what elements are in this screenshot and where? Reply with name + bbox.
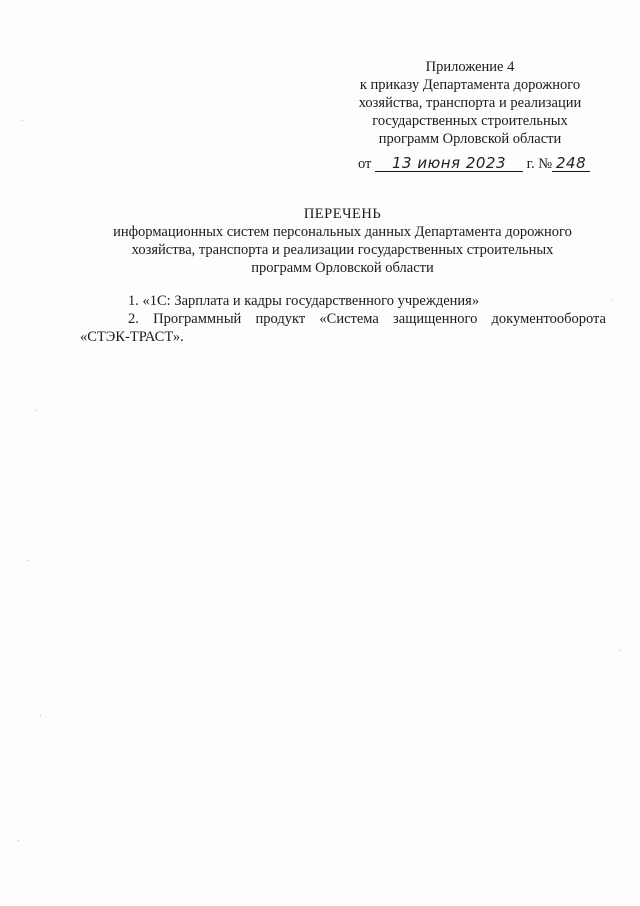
heading-subtitle-line: хозяйства, транспорта и реализации государственных строительных [131, 242, 554, 258]
appendix-line: государственных строительных [372, 113, 568, 129]
appendix-line: к приказу Департамента дорожного [359, 77, 581, 93]
heading-title: ПЕРЕЧЕНЬ [303, 206, 382, 222]
handwritten-number: 248 [552, 155, 590, 172]
appendix-line: программ Орловской области [378, 131, 562, 147]
handwritten-date: 13 июня 2023 [375, 155, 523, 172]
systems-list [80, 292, 606, 346]
appendix-line: хозяйства, транспорта и реализации [358, 95, 582, 111]
date-prefix: от [358, 156, 372, 172]
appendix-line: Приложение 4 [425, 59, 515, 75]
heading-subtitle-line: информационных систем персональных данных Департамента дорожного [113, 224, 572, 240]
document-heading [70, 205, 615, 277]
number-sign: № [538, 156, 553, 172]
list-item: 2. Программный продукт «Система защищенного документооборота «СТЭК-ТРАСТ». [80, 311, 606, 345]
list-item: 1. «1С: Зарплата и кадры государственного учреждения» [128, 293, 480, 309]
order-date-line [358, 154, 590, 174]
appendix-header [330, 58, 610, 148]
heading-subtitle-line: программ Орловской области [251, 260, 434, 276]
year-suffix: г. [526, 156, 535, 172]
